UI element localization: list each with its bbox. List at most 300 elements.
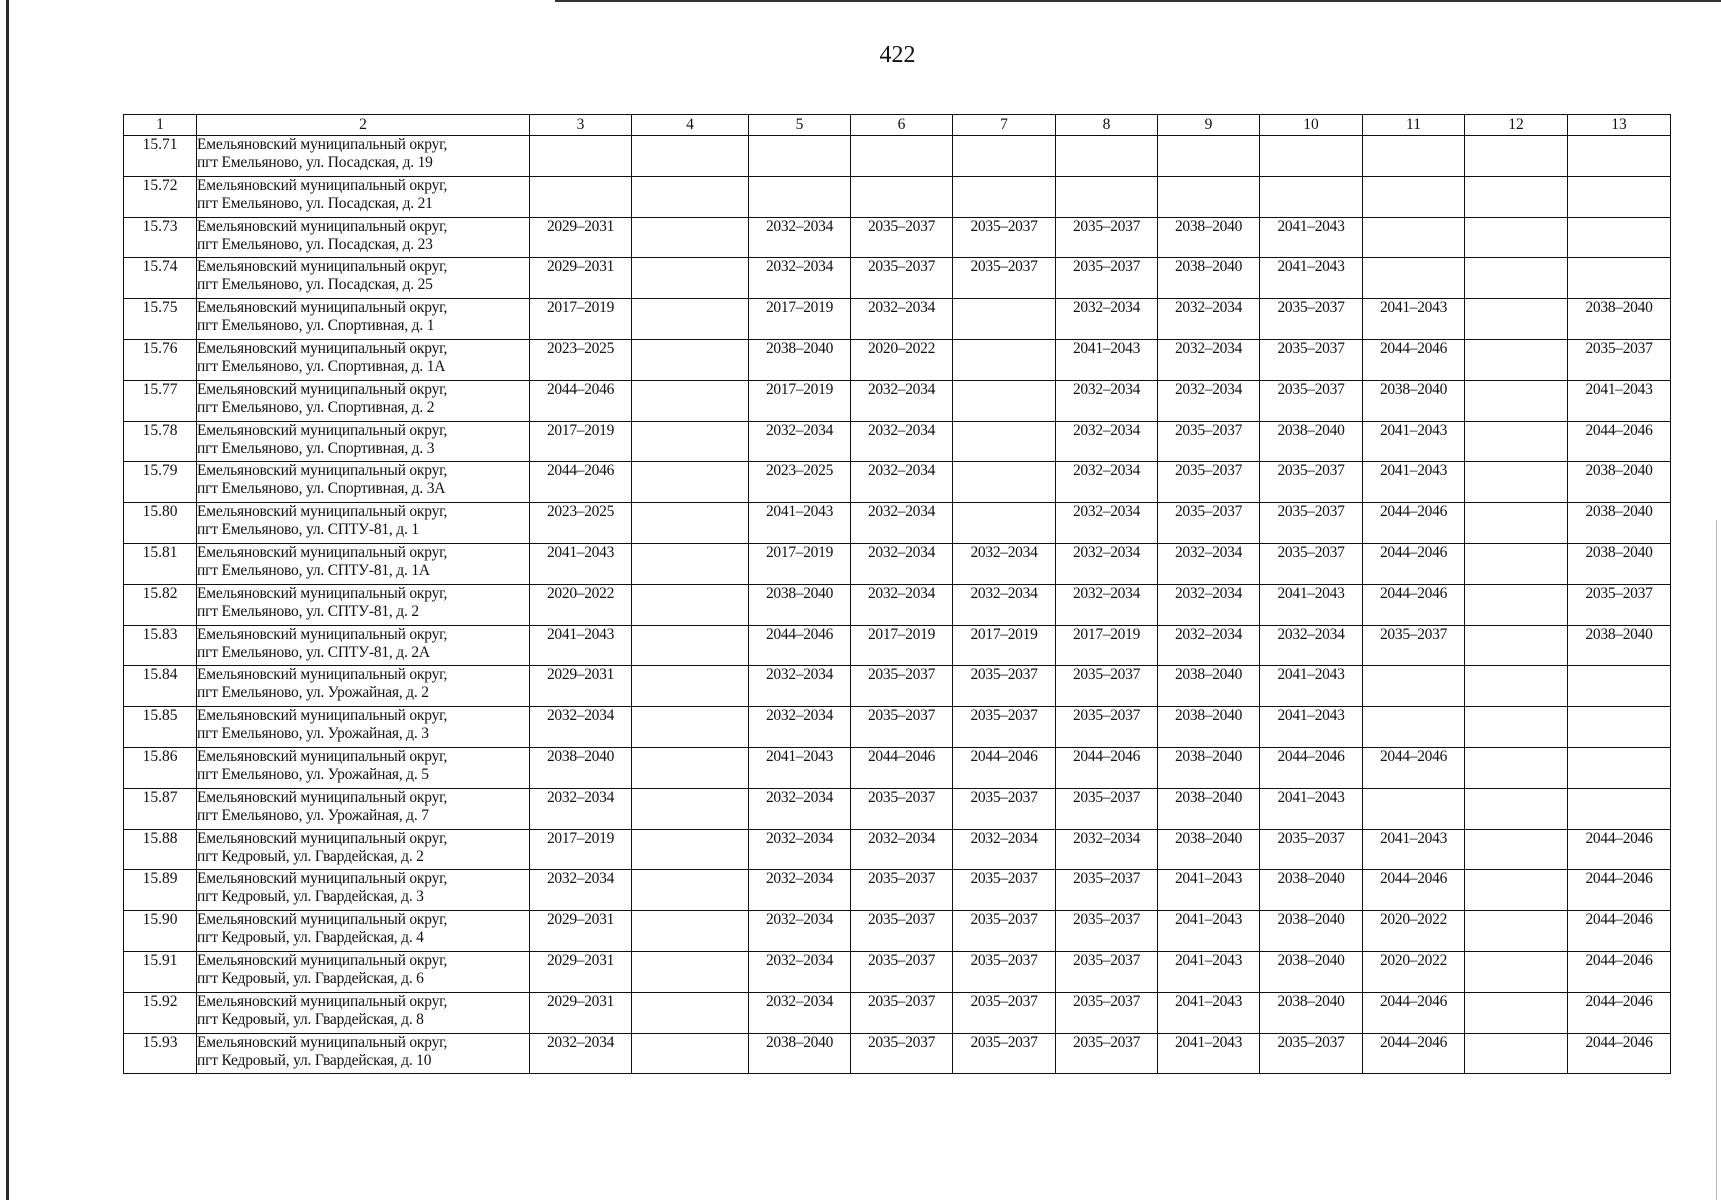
period-cell: 2038–2040	[749, 1033, 851, 1074]
table-row	[124, 625, 1671, 666]
period-cell	[1465, 503, 1568, 544]
period-cell: 2032–2034	[953, 543, 1056, 584]
period-cell: 2035–2037	[1056, 1033, 1158, 1074]
row-number: 15.73	[124, 217, 197, 258]
period-cell: 2041–2043	[1260, 258, 1363, 299]
period-cell	[1568, 258, 1671, 299]
table-row	[124, 666, 1671, 707]
address-line-1: Емельяновский муниципальный округ,	[197, 462, 448, 480]
address-cell	[197, 217, 530, 258]
period-cell	[749, 136, 851, 177]
schedule-table	[123, 114, 1671, 1074]
scan-edge-left	[6, 0, 9, 1200]
scan-edge-right	[1716, 520, 1717, 1200]
period-cell	[632, 380, 749, 421]
period-cell: 2032–2034	[1056, 829, 1158, 870]
period-cell: 2038–2040	[1260, 911, 1363, 952]
period-cell	[632, 829, 749, 870]
address-line-1: Емельяновский муниципальный округ,	[197, 136, 448, 153]
period-cell: 2038–2040	[1158, 217, 1260, 258]
table-row	[124, 136, 1671, 177]
period-cell: 2041–2043	[1158, 911, 1260, 952]
period-cell	[1568, 788, 1671, 829]
period-cell: 2032–2034	[530, 788, 632, 829]
period-cell	[953, 380, 1056, 421]
page-number: 422	[879, 42, 916, 68]
period-cell: 2035–2037	[851, 666, 953, 707]
address-line-2: пгт Емельяново, ул. Посадская, д. 25	[197, 276, 433, 294]
address-line-2: пгт Емельяново, ул. СПТУ-81, д. 2А	[197, 643, 430, 661]
period-cell: 2032–2034	[749, 258, 851, 299]
period-cell: 2032–2034	[530, 707, 632, 748]
row-number: 15.84	[124, 666, 197, 707]
period-cell: 2035–2037	[1568, 584, 1671, 625]
period-cell	[1158, 136, 1260, 177]
row-number: 15.86	[124, 747, 197, 788]
period-cell	[1465, 788, 1568, 829]
period-cell: 2023–2025	[530, 503, 632, 544]
period-cell: 2044–2046	[1568, 829, 1671, 870]
period-cell	[1465, 992, 1568, 1033]
period-cell: 2035–2037	[953, 911, 1056, 952]
period-cell: 2038–2040	[1568, 503, 1671, 544]
period-cell: 2032–2034	[1056, 543, 1158, 584]
table-body	[124, 136, 1671, 1074]
row-number: 15.75	[124, 299, 197, 340]
period-cell: 2017–2019	[530, 421, 632, 462]
table-row	[124, 992, 1671, 1033]
period-cell: 2038–2040	[1568, 625, 1671, 666]
address-line-2: пгт Кедровый, ул. Гвардейская, д. 6	[197, 969, 424, 987]
period-cell: 2044–2046	[1568, 992, 1671, 1033]
period-cell: 2035–2037	[953, 951, 1056, 992]
period-cell: 2038–2040	[1158, 829, 1260, 870]
table-row	[124, 951, 1671, 992]
address-line-2: пгт Емельяново, ул. Урожайная, д. 7	[197, 806, 429, 824]
period-cell: 2032–2034	[851, 543, 953, 584]
column-header: 6	[851, 115, 953, 136]
period-cell: 2041–2043	[1260, 584, 1363, 625]
address-cell	[197, 299, 530, 340]
period-cell	[1465, 829, 1568, 870]
period-cell: 2029–2031	[530, 992, 632, 1033]
address-line-1: Емельяновский муниципальный округ,	[197, 625, 448, 643]
period-cell: 2035–2037	[953, 666, 1056, 707]
address-cell	[197, 992, 530, 1033]
period-cell: 2032–2034	[1158, 625, 1260, 666]
table-row	[124, 870, 1671, 911]
address-line-1: Емельяновский муниципальный округ,	[197, 911, 448, 929]
period-cell	[953, 176, 1056, 217]
period-cell	[1568, 747, 1671, 788]
period-cell: 2032–2034	[1056, 421, 1158, 462]
period-cell: 2044–2046	[1260, 747, 1363, 788]
address-line-1: Емельяновский муниципальный округ,	[197, 258, 448, 276]
address-cell	[197, 503, 530, 544]
period-cell: 2032–2034	[851, 829, 953, 870]
address-cell	[197, 176, 530, 217]
period-cell	[632, 136, 749, 177]
period-cell	[1465, 625, 1568, 666]
period-cell	[1363, 788, 1465, 829]
address-cell	[197, 258, 530, 299]
row-number: 15.85	[124, 707, 197, 748]
address-cell	[197, 380, 530, 421]
period-cell	[632, 625, 749, 666]
period-cell: 2035–2037	[1056, 788, 1158, 829]
period-cell: 2038–2040	[1158, 788, 1260, 829]
period-cell	[632, 176, 749, 217]
address-cell	[197, 666, 530, 707]
table-row	[124, 911, 1671, 952]
period-cell: 2035–2037	[1056, 217, 1158, 258]
address-line-1: Емельяновский муниципальный округ,	[197, 951, 448, 969]
period-cell	[1465, 462, 1568, 503]
period-cell: 2032–2034	[1056, 503, 1158, 544]
period-cell: 2035–2037	[851, 951, 953, 992]
table-row	[124, 258, 1671, 299]
period-cell	[1465, 339, 1568, 380]
period-cell: 2035–2037	[1056, 911, 1158, 952]
address-cell	[197, 584, 530, 625]
period-cell: 2038–2040	[1158, 747, 1260, 788]
period-cell	[953, 462, 1056, 503]
period-cell: 2035–2037	[851, 911, 953, 952]
period-cell	[1465, 666, 1568, 707]
address-line-1: Емельяновский муниципальный округ,	[197, 870, 448, 888]
period-cell: 2041–2043	[749, 747, 851, 788]
address-cell	[197, 747, 530, 788]
address-line-1: Емельяновский муниципальный округ,	[197, 1033, 448, 1051]
address-cell	[197, 829, 530, 870]
period-cell	[953, 299, 1056, 340]
period-cell	[1465, 258, 1568, 299]
period-cell	[1363, 707, 1465, 748]
period-cell: 2035–2037	[851, 992, 953, 1033]
period-cell: 2038–2040	[1158, 258, 1260, 299]
period-cell: 2035–2037	[953, 788, 1056, 829]
period-cell: 2038–2040	[1260, 951, 1363, 992]
period-cell: 2032–2034	[1056, 299, 1158, 340]
address-line-2: пгт Емельяново, ул. Посадская, д. 21	[197, 194, 433, 212]
period-cell: 2044–2046	[1568, 951, 1671, 992]
period-cell	[749, 176, 851, 217]
period-cell: 2044–2046	[1363, 870, 1465, 911]
table-row	[124, 788, 1671, 829]
address-line-2: пгт Кедровый, ул. Гвардейская, д. 4	[197, 929, 424, 947]
row-number: 15.74	[124, 258, 197, 299]
column-header: 11	[1363, 115, 1465, 136]
period-cell: 2032–2034	[749, 951, 851, 992]
address-line-1: Емельяновский муниципальный округ,	[197, 992, 448, 1010]
address-line-1: Емельяновский муниципальный округ,	[197, 176, 448, 194]
period-cell	[632, 462, 749, 503]
table-row	[124, 503, 1671, 544]
row-number: 15.72	[124, 176, 197, 217]
period-cell	[632, 788, 749, 829]
period-cell: 2020–2022	[530, 584, 632, 625]
table-row	[124, 829, 1671, 870]
column-header: 3	[530, 115, 632, 136]
period-cell: 2032–2034	[1158, 543, 1260, 584]
period-cell: 2044–2046	[530, 462, 632, 503]
address-line-2: пгт Емельяново, ул. СПТУ-81, д. 2	[197, 602, 419, 620]
period-cell	[1465, 747, 1568, 788]
address-line-2: пгт Кедровый, ул. Гвардейская, д. 3	[197, 888, 424, 906]
table-row	[124, 747, 1671, 788]
period-cell: 2032–2034	[953, 584, 1056, 625]
period-cell: 2032–2034	[749, 788, 851, 829]
table-row	[124, 584, 1671, 625]
period-cell	[1260, 136, 1363, 177]
period-cell: 2032–2034	[953, 829, 1056, 870]
address-line-1: Емельяновский муниципальный округ,	[197, 747, 448, 765]
period-cell: 2041–2043	[1260, 666, 1363, 707]
period-cell	[851, 176, 953, 217]
address-line-1: Емельяновский муниципальный округ,	[197, 829, 448, 847]
period-cell: 2032–2034	[1056, 462, 1158, 503]
period-cell: 2044–2046	[1363, 992, 1465, 1033]
period-cell	[530, 136, 632, 177]
period-cell: 2035–2037	[1260, 503, 1363, 544]
period-cell: 2017–2019	[851, 625, 953, 666]
period-cell: 2041–2043	[1158, 992, 1260, 1033]
row-number: 15.80	[124, 503, 197, 544]
address-cell	[197, 462, 530, 503]
period-cell: 2032–2034	[530, 870, 632, 911]
period-cell: 2044–2046	[1363, 339, 1465, 380]
column-header: 12	[1465, 115, 1568, 136]
period-cell	[1465, 176, 1568, 217]
address-cell	[197, 543, 530, 584]
period-cell: 2035–2037	[1056, 258, 1158, 299]
period-cell: 2038–2040	[1568, 299, 1671, 340]
period-cell	[632, 299, 749, 340]
period-cell: 2035–2037	[953, 1033, 1056, 1074]
period-cell: 2044–2046	[1363, 1033, 1465, 1074]
row-number: 15.83	[124, 625, 197, 666]
period-cell: 2029–2031	[530, 951, 632, 992]
period-cell: 2038–2040	[1260, 421, 1363, 462]
period-cell	[1465, 870, 1568, 911]
address-line-1: Емельяновский муниципальный округ,	[197, 584, 448, 602]
row-number: 15.89	[124, 870, 197, 911]
address-line-1: Емельяновский муниципальный округ,	[197, 380, 448, 398]
period-cell: 2038–2040	[1158, 666, 1260, 707]
period-cell: 2044–2046	[1363, 747, 1465, 788]
period-cell: 2044–2046	[1363, 584, 1465, 625]
period-cell	[632, 258, 749, 299]
period-cell: 2032–2034	[749, 829, 851, 870]
period-cell: 2044–2046	[1568, 911, 1671, 952]
period-cell	[1568, 707, 1671, 748]
period-cell: 2041–2043	[1363, 421, 1465, 462]
period-cell	[1056, 136, 1158, 177]
period-cell: 2032–2034	[749, 992, 851, 1033]
row-number: 15.78	[124, 421, 197, 462]
address-line-1: Емельяновский муниципальный округ,	[197, 217, 448, 235]
address-line-1: Емельяновский муниципальный округ,	[197, 788, 448, 806]
period-cell: 2035–2037	[1260, 1033, 1363, 1074]
period-cell	[632, 421, 749, 462]
period-cell	[632, 543, 749, 584]
column-header: 4	[632, 115, 749, 136]
period-cell	[1568, 666, 1671, 707]
column-header: 9	[1158, 115, 1260, 136]
row-number: 15.90	[124, 911, 197, 952]
period-cell: 2035–2037	[1056, 870, 1158, 911]
period-cell: 2035–2037	[851, 707, 953, 748]
period-cell: 2032–2034	[1056, 584, 1158, 625]
period-cell	[632, 666, 749, 707]
column-header: 5	[749, 115, 851, 136]
period-cell: 2032–2034	[749, 666, 851, 707]
period-cell: 2032–2034	[1158, 339, 1260, 380]
period-cell: 2029–2031	[530, 911, 632, 952]
period-cell: 2032–2034	[749, 217, 851, 258]
period-cell: 2041–2043	[1568, 380, 1671, 421]
period-cell: 2020–2022	[851, 339, 953, 380]
period-cell: 2041–2043	[1363, 829, 1465, 870]
column-header: 13	[1568, 115, 1671, 136]
period-cell: 2035–2037	[1260, 829, 1363, 870]
period-cell	[1363, 176, 1465, 217]
period-cell: 2035–2037	[1056, 951, 1158, 992]
period-cell: 2032–2034	[530, 1033, 632, 1074]
period-cell: 2032–2034	[749, 421, 851, 462]
period-cell: 2032–2034	[749, 911, 851, 952]
address-cell	[197, 788, 530, 829]
period-cell: 2035–2037	[1260, 339, 1363, 380]
column-number-row	[124, 115, 1671, 136]
period-cell: 2032–2034	[851, 462, 953, 503]
period-cell: 2032–2034	[851, 421, 953, 462]
row-number: 15.91	[124, 951, 197, 992]
address-cell	[197, 421, 530, 462]
address-line-2: пгт Емельяново, ул. Спортивная, д. 3	[197, 439, 435, 457]
period-cell: 2032–2034	[851, 584, 953, 625]
row-number: 15.76	[124, 339, 197, 380]
column-header: 8	[1056, 115, 1158, 136]
period-cell	[632, 951, 749, 992]
table-row	[124, 217, 1671, 258]
period-cell	[1465, 707, 1568, 748]
period-cell	[1465, 299, 1568, 340]
period-cell: 2035–2037	[1260, 543, 1363, 584]
period-cell: 2038–2040	[1568, 543, 1671, 584]
period-cell	[1465, 1033, 1568, 1074]
row-number: 15.82	[124, 584, 197, 625]
address-line-2: пгт Емельяново, ул. Урожайная, д. 2	[197, 684, 429, 702]
period-cell	[1363, 217, 1465, 258]
row-number: 15.93	[124, 1033, 197, 1074]
address-cell	[197, 625, 530, 666]
period-cell	[1568, 136, 1671, 177]
period-cell: 2020–2022	[1363, 911, 1465, 952]
period-cell: 2035–2037	[851, 217, 953, 258]
period-cell: 2035–2037	[1260, 299, 1363, 340]
row-number: 15.77	[124, 380, 197, 421]
period-cell: 2035–2037	[851, 1033, 953, 1074]
period-cell: 2017–2019	[749, 543, 851, 584]
period-cell: 2035–2037	[1260, 380, 1363, 421]
table-row	[124, 1033, 1671, 1074]
period-cell: 2041–2043	[1260, 707, 1363, 748]
period-cell	[632, 707, 749, 748]
period-cell: 2035–2037	[1056, 666, 1158, 707]
column-header: 1	[124, 115, 197, 136]
period-cell: 2038–2040	[1260, 870, 1363, 911]
period-cell	[1465, 951, 1568, 992]
period-cell	[1465, 911, 1568, 952]
address-line-2: пгт Емельяново, ул. Посадская, д. 19	[197, 154, 433, 171]
period-cell: 2017–2019	[749, 380, 851, 421]
period-cell: 2041–2043	[1158, 951, 1260, 992]
period-cell: 2044–2046	[1056, 747, 1158, 788]
period-cell: 2038–2040	[1568, 462, 1671, 503]
period-cell: 2044–2046	[953, 747, 1056, 788]
period-cell	[530, 176, 632, 217]
period-cell: 2041–2043	[1363, 462, 1465, 503]
period-cell: 2044–2046	[1568, 870, 1671, 911]
period-cell: 2032–2034	[851, 380, 953, 421]
period-cell: 2044–2046	[1363, 543, 1465, 584]
period-cell	[632, 870, 749, 911]
period-cell: 2038–2040	[530, 747, 632, 788]
period-cell: 2020–2022	[1363, 951, 1465, 992]
period-cell	[1363, 258, 1465, 299]
address-cell	[197, 339, 530, 380]
address-cell	[197, 707, 530, 748]
table-row	[124, 339, 1671, 380]
address-cell	[197, 870, 530, 911]
period-cell: 2041–2043	[1158, 1033, 1260, 1074]
period-cell: 2035–2037	[851, 258, 953, 299]
row-number: 15.81	[124, 543, 197, 584]
period-cell	[1260, 176, 1363, 217]
period-cell: 2044–2046	[749, 625, 851, 666]
address-line-2: пгт Кедровый, ул. Гвардейская, д. 10	[197, 1051, 432, 1069]
period-cell	[632, 217, 749, 258]
address-line-1: Емельяновский муниципальный округ,	[197, 666, 448, 684]
period-cell: 2017–2019	[530, 829, 632, 870]
period-cell: 2035–2037	[1363, 625, 1465, 666]
period-cell: 2041–2043	[1260, 217, 1363, 258]
period-cell: 2035–2037	[851, 788, 953, 829]
address-line-2: пгт Емельяново, ул. Урожайная, д. 3	[197, 725, 429, 743]
period-cell: 2023–2025	[749, 462, 851, 503]
period-cell: 2035–2037	[1158, 421, 1260, 462]
period-cell: 2017–2019	[749, 299, 851, 340]
table-row	[124, 421, 1671, 462]
period-cell: 2041–2043	[1260, 788, 1363, 829]
period-cell: 2029–2031	[530, 666, 632, 707]
period-cell	[851, 136, 953, 177]
address-cell	[197, 136, 530, 177]
period-cell	[632, 1033, 749, 1074]
period-cell: 2032–2034	[1056, 380, 1158, 421]
period-cell: 2041–2043	[1363, 299, 1465, 340]
period-cell: 2032–2034	[851, 299, 953, 340]
address-line-1: Емельяновский муниципальный округ,	[197, 543, 448, 561]
period-cell	[1465, 380, 1568, 421]
period-cell: 2041–2043	[1056, 339, 1158, 380]
period-cell: 2035–2037	[1158, 503, 1260, 544]
row-number: 15.92	[124, 992, 197, 1033]
row-number: 15.88	[124, 829, 197, 870]
period-cell	[1568, 176, 1671, 217]
address-cell	[197, 1033, 530, 1074]
